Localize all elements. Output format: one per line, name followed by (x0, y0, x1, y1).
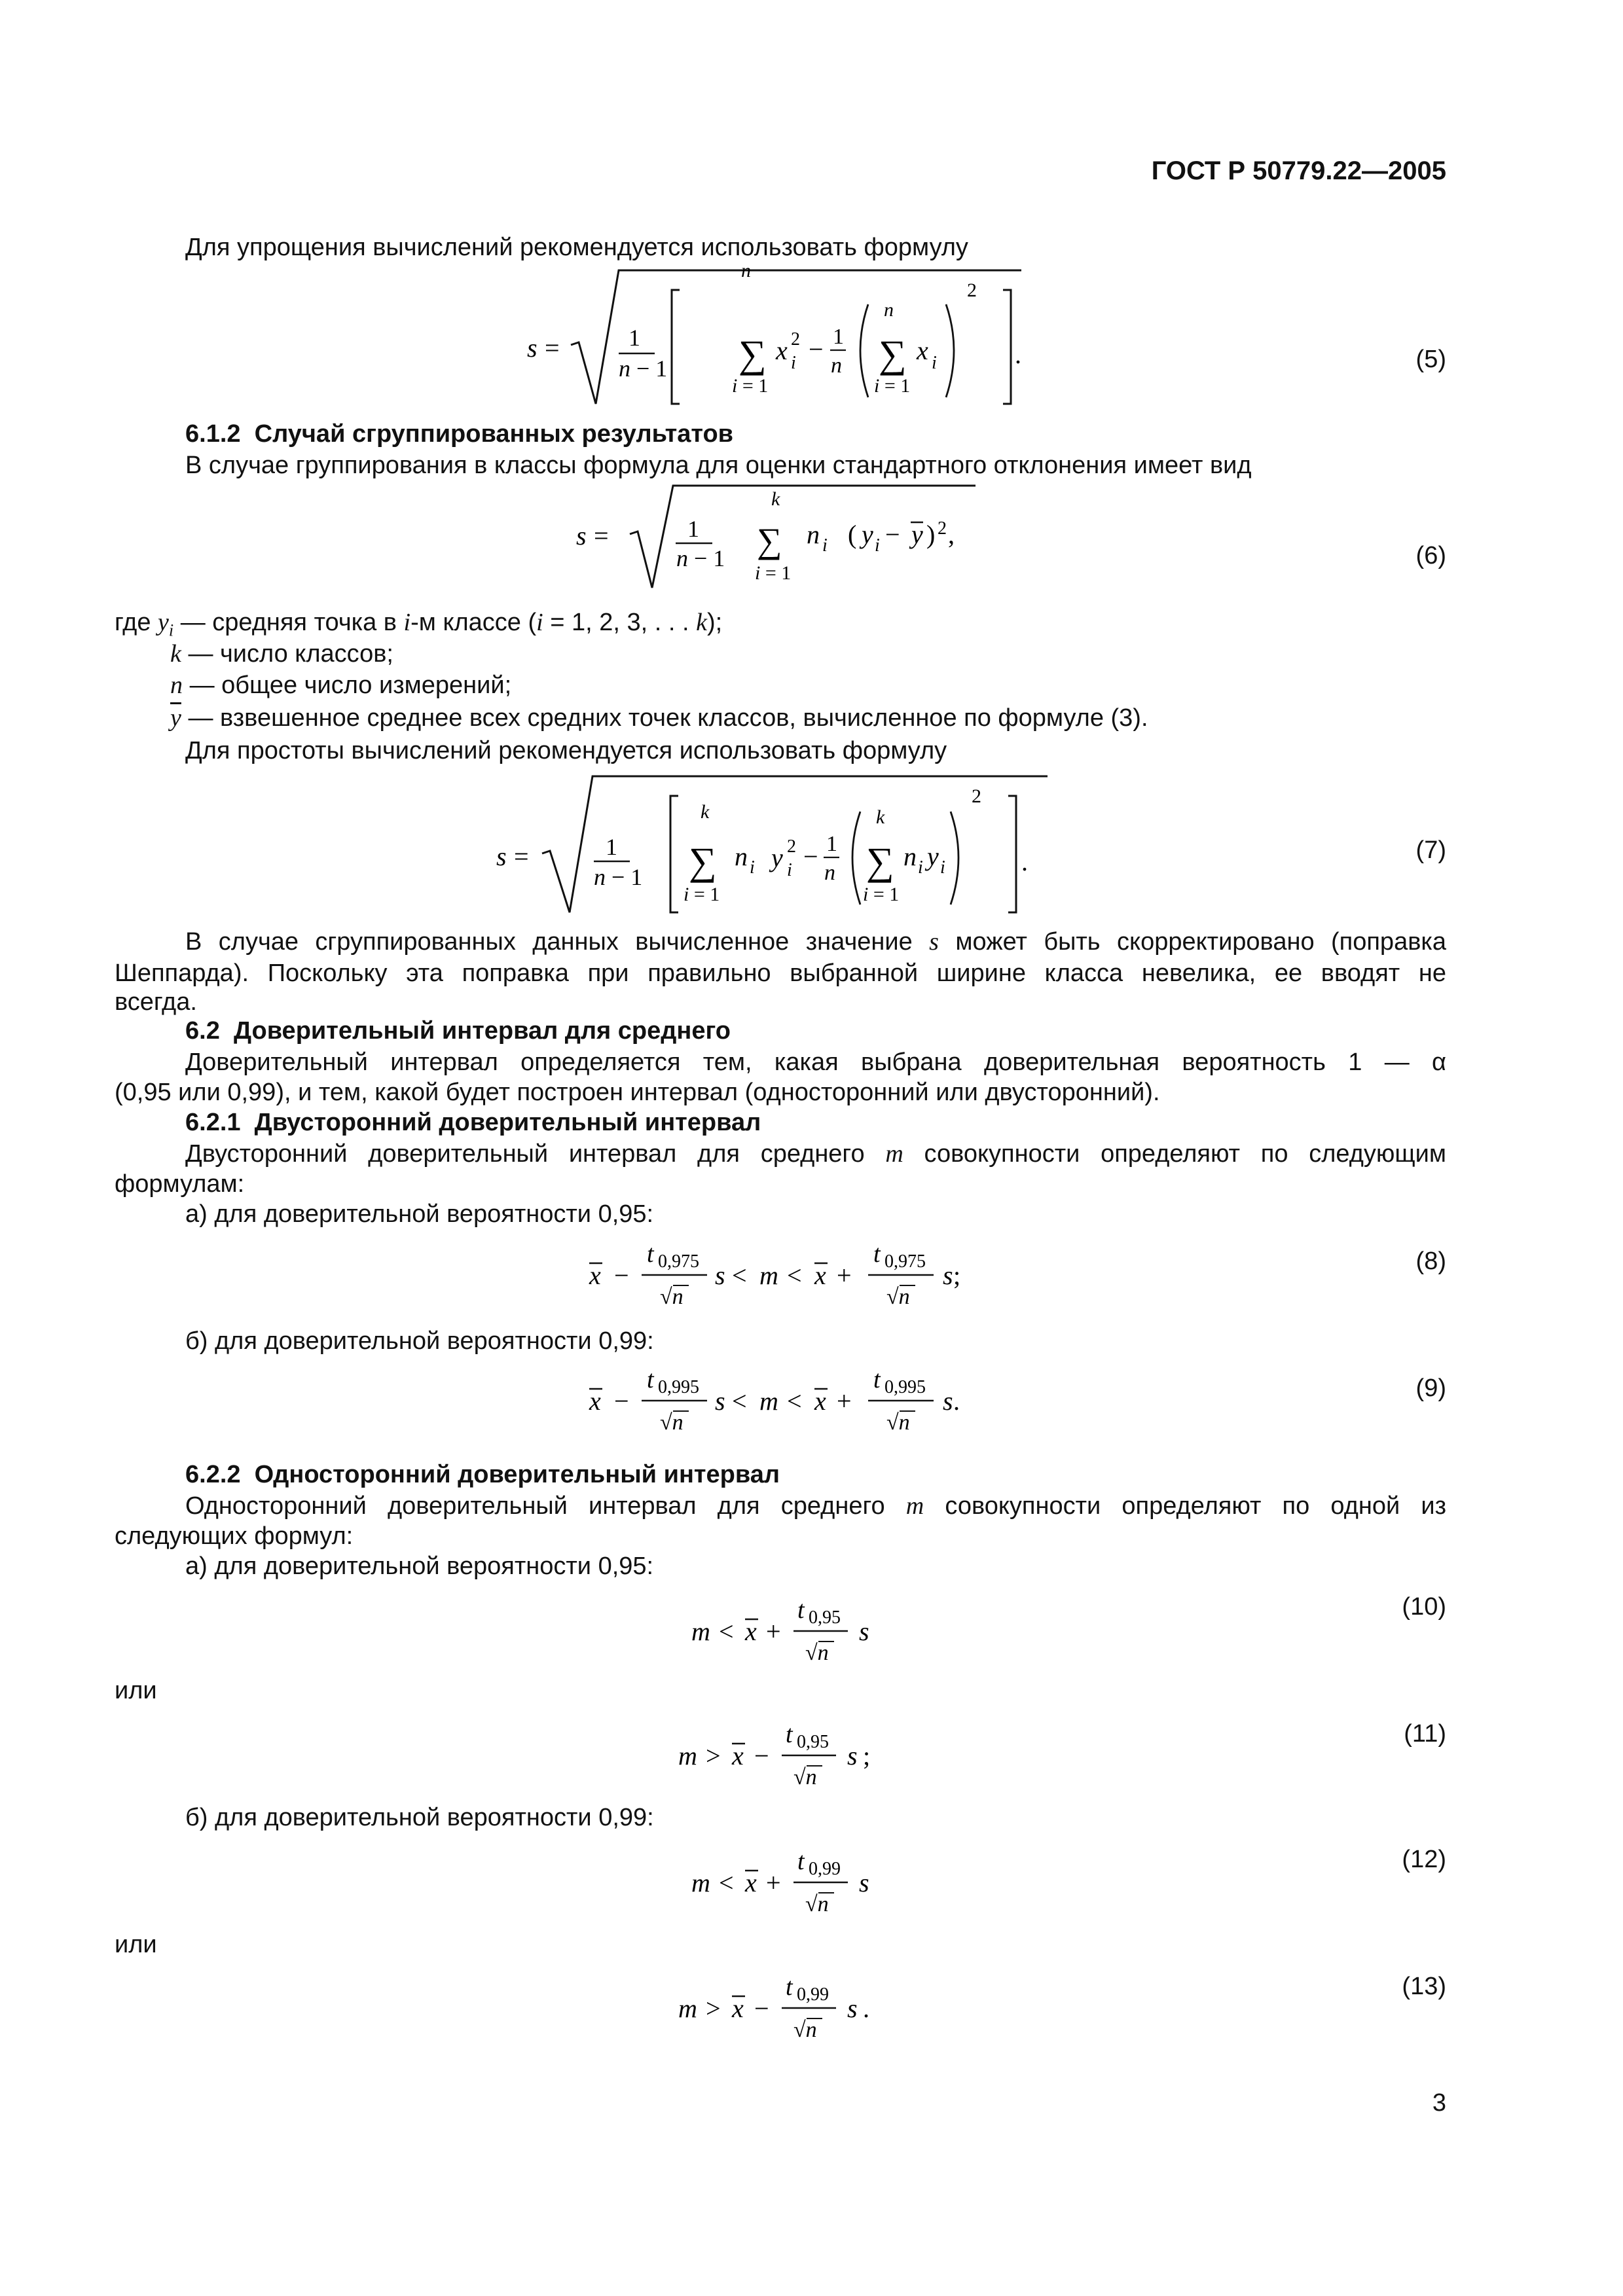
paragraph-6-2-line-2: (0,95 или 0,99), и тем, какой будет построен интервал (односторонний или двусторонний). (115, 1079, 1160, 1106)
svg-text:+: + (837, 1386, 852, 1416)
paragraph-6-2-1-line-2: формулам: (115, 1170, 245, 1198)
svg-text:=: = (514, 842, 529, 871)
equation-number-11: (11) (1404, 1720, 1446, 1748)
svg-text:<: < (732, 1386, 747, 1416)
equation-5 (511, 259, 1074, 416)
svg-text:t: t (786, 1721, 793, 1748)
p622-text-a: Односторонний доверительный интервал для среднего (185, 1492, 885, 1520)
svg-text:n: n (741, 260, 751, 281)
svg-text:x: x (814, 1261, 826, 1290)
svg-text:2: 2 (938, 518, 947, 539)
paragraph-6-2-line-1: Доверительный интервал определяется тем, какая выбрана доверительная вероятность 1 — α (185, 1049, 1446, 1076)
equation-number-6: (6) (1415, 542, 1446, 569)
svg-text:s: s (715, 1386, 725, 1416)
sheppard-text-a: В случае сгруппированных данных вычисленное значение (185, 928, 913, 956)
where-yi (115, 607, 722, 641)
equation-10 (681, 1584, 890, 1682)
equation-12 (681, 1835, 890, 1933)
svg-text:k: k (701, 801, 710, 823)
where-n-text: — общее число измерений; (189, 672, 512, 699)
paragraph-simplify-2: Для простоты вычислений рекомендуется использовать формулу (185, 737, 947, 764)
where-yi-text-2: -м классе ( (410, 609, 537, 636)
equation-number-9: (9) (1415, 1374, 1446, 1402)
section-heading-6-1-2 (185, 419, 733, 450)
symbol-k: k (170, 640, 181, 668)
list-item-a-1: а) для доверительной вероятности 0,95: (185, 1200, 654, 1228)
p621-text-b: совокупности определяют по следующим (924, 1140, 1446, 1168)
section-number: 6.2.2 (185, 1461, 241, 1488)
equation-9 (576, 1356, 995, 1454)
equation-number-13: (13) (1402, 1973, 1446, 2000)
svg-text:1: 1 (687, 516, 699, 542)
where-k-text: — число классов; (188, 640, 393, 668)
svg-text:>: > (706, 1994, 721, 2023)
section-heading-6-2-2 (185, 1460, 780, 1491)
svg-text:n − 1: n − 1 (619, 355, 668, 382)
paragraph-sheppard-line-1 (185, 927, 1446, 958)
svg-text:1: 1 (606, 834, 617, 860)
svg-text:=: = (545, 333, 560, 363)
svg-text:t: t (873, 1366, 881, 1393)
svg-text:∑: ∑ (689, 840, 717, 883)
svg-text:∑: ∑ (866, 840, 894, 883)
svg-text:s: s (943, 1386, 953, 1416)
svg-text:i: i (791, 353, 796, 373)
svg-text:<: < (732, 1261, 747, 1290)
equation-number-10: (10) (1402, 1593, 1446, 1621)
svg-text:.: . (1021, 847, 1028, 876)
svg-text:t: t (797, 1848, 805, 1875)
svg-text:n: n (831, 353, 842, 378)
svg-text:√n: √n (805, 1641, 829, 1665)
svg-text:<: < (719, 1617, 734, 1646)
svg-text:x: x (917, 336, 928, 365)
equation-number-7: (7) (1415, 836, 1446, 864)
svg-text:y: y (862, 520, 873, 549)
equation-6 (570, 478, 1028, 602)
svg-text:t: t (797, 1596, 805, 1624)
svg-text:m: m (759, 1261, 778, 1290)
svg-text:n: n (824, 861, 835, 885)
svg-text:∑: ∑ (739, 332, 767, 376)
svg-text:−: − (809, 334, 824, 364)
svg-text:√n: √n (805, 1892, 829, 1916)
symbol-n: n (170, 672, 183, 699)
svg-text:=: = (594, 521, 609, 550)
svg-text:s: s (847, 1741, 858, 1770)
svg-text:n: n (903, 842, 917, 871)
svg-text:√n: √n (793, 2018, 817, 2042)
svg-text:i = 1: i = 1 (755, 562, 792, 584)
where-yi-text-4: ); (707, 609, 723, 636)
svg-text:−: − (754, 1994, 769, 2023)
svg-text:s: s (859, 1868, 869, 1897)
svg-text:i = 1: i = 1 (732, 375, 769, 397)
where-ybar (170, 703, 1148, 734)
svg-text:+: + (766, 1868, 781, 1897)
text-or-1: или (115, 1677, 157, 1704)
svg-text:,: , (948, 520, 955, 549)
svg-text:2: 2 (787, 836, 796, 857)
section-title: Доверительный интервал для среднего (233, 1017, 731, 1045)
symbol-ybar: $\overline{y}$ (170, 704, 181, 732)
where-ybar-text: — взвешенное среднее всех средних точек классов, вычисленное по формуле (3). (188, 704, 1148, 732)
svg-text:0,99: 0,99 (797, 1984, 829, 2005)
svg-text:−: − (614, 1386, 629, 1416)
svg-text:n − 1: n − 1 (676, 545, 725, 571)
svg-text:+: + (837, 1261, 852, 1290)
paragraph-6-2-2-line-1 (185, 1491, 1446, 1522)
svg-text:2: 2 (972, 785, 981, 807)
svg-text:∑: ∑ (879, 332, 907, 376)
svg-text:√n: √n (793, 1765, 817, 1789)
symbol-i: i (403, 609, 411, 636)
symbol-s: s (929, 928, 939, 956)
svg-text:1: 1 (826, 832, 837, 856)
svg-text:y: y (911, 520, 923, 549)
svg-text:x: x (814, 1386, 826, 1416)
svg-text:;: ; (953, 1261, 961, 1290)
section-title: Двусторонний доверительный интервал (254, 1109, 761, 1136)
svg-text:<: < (787, 1261, 802, 1290)
svg-text:x: x (732, 1994, 744, 2023)
paragraph-simplify-1: Для упрощения вычислений рекомендуется использовать формулу (185, 234, 968, 261)
svg-text:t: t (873, 1240, 881, 1268)
svg-text:0,95: 0,95 (797, 1732, 829, 1752)
section-heading-6-2-1 (185, 1107, 761, 1139)
svg-text:√n: √n (660, 1410, 684, 1435)
paragraph-sheppard-line-3: всегда. (115, 988, 197, 1016)
symbol-i-2: i (536, 609, 543, 636)
svg-text:x: x (732, 1741, 744, 1770)
svg-text:n: n (735, 842, 748, 871)
where-lead: где (115, 609, 151, 636)
symbol-m: m (905, 1492, 924, 1520)
svg-text:∑: ∑ (757, 521, 782, 560)
list-item-b-2: б) для доверительной вероятности 0,99: (185, 1804, 654, 1831)
section-title: Односторонний доверительный интервал (254, 1461, 780, 1488)
svg-text:x: x (589, 1261, 601, 1290)
svg-text:+: + (766, 1617, 781, 1646)
svg-text:0,95: 0,95 (809, 1607, 841, 1628)
equation-number-8: (8) (1415, 1247, 1446, 1275)
list-item-b-1: б) для доверительной вероятности 0,99: (185, 1327, 654, 1355)
svg-text:t: t (647, 1366, 654, 1393)
svg-text:t: t (647, 1240, 654, 1268)
svg-text:s: s (847, 1994, 858, 2023)
svg-text:√n: √n (660, 1285, 684, 1309)
equation-number-12: (12) (1402, 1846, 1446, 1873)
svg-text:i: i (750, 857, 755, 878)
svg-text:0,975: 0,975 (884, 1251, 926, 1272)
where-yi-text-3: = 1, 2, 3, . . . (543, 609, 689, 636)
svg-text:i = 1: i = 1 (874, 375, 911, 397)
paragraph-grouped: В случае группирования в классы формула для оценки стандартного отклонения имеет вид (185, 452, 1252, 479)
paragraph-sheppard-line-2: Шеппарда). Поскольку эта поправка при правильно выбранной ширине класса невелика, ее вводят не (115, 960, 1446, 987)
svg-text:0,975: 0,975 (658, 1251, 699, 1272)
svg-text:s: s (859, 1617, 869, 1646)
svg-text:i: i (787, 860, 792, 880)
svg-text:s: s (715, 1261, 725, 1290)
svg-text:.: . (953, 1386, 960, 1416)
svg-text:<: < (719, 1868, 734, 1897)
equation-8 (576, 1230, 995, 1329)
sheppard-text-b: может быть скорректировано (поправка (955, 928, 1446, 956)
svg-text:i = 1: i = 1 (863, 884, 900, 905)
svg-text:1: 1 (833, 325, 844, 349)
svg-text:−: − (754, 1741, 769, 1770)
svg-text:n − 1: n − 1 (594, 864, 643, 890)
svg-text:−: − (885, 520, 900, 549)
section-title: Случай сгруппированных результатов (254, 420, 734, 448)
svg-text:s: s (943, 1261, 953, 1290)
svg-text:<: < (787, 1386, 802, 1416)
svg-text:m: m (678, 1741, 697, 1770)
section-number: 6.1.2 (185, 420, 241, 448)
svg-text:2: 2 (967, 279, 977, 301)
svg-text:−: − (803, 842, 818, 871)
svg-text:m: m (691, 1868, 710, 1897)
svg-text:n: n (884, 299, 894, 321)
svg-text:m: m (678, 1994, 697, 2023)
svg-text:k: k (876, 806, 885, 828)
section-heading-6-2 (185, 1016, 731, 1047)
svg-text:y: y (771, 843, 783, 872)
svg-text:√n: √n (886, 1410, 910, 1435)
where-n (170, 670, 511, 702)
svg-text:i: i (822, 535, 828, 556)
svg-text:x: x (589, 1386, 601, 1416)
svg-text:x: x (745, 1868, 757, 1897)
equation-number-5: (5) (1415, 346, 1446, 373)
svg-text:i = 1: i = 1 (684, 884, 720, 905)
paragraph-6-2-2-line-2: следующих формул: (115, 1522, 354, 1550)
svg-text:x: x (745, 1617, 757, 1646)
document-code: ГОСТ Р 50779.22—2005 (1151, 156, 1446, 185)
svg-text:i: i (940, 857, 945, 878)
svg-text:0,99: 0,99 (809, 1859, 841, 1879)
page-number: 3 (1432, 2089, 1446, 2117)
svg-text:s: s (496, 842, 507, 871)
svg-text:m: m (691, 1617, 710, 1646)
svg-text:y: y (927, 842, 939, 871)
symbol-yi: $y_i$ (158, 609, 174, 640)
svg-text:;: ; (863, 1741, 871, 1770)
where-yi-text: — средняя точка в (180, 609, 397, 636)
svg-text:0,995: 0,995 (658, 1377, 699, 1397)
svg-text:0,995: 0,995 (884, 1377, 926, 1397)
svg-text:i: i (932, 353, 937, 373)
list-item-a-2: а) для доверительной вероятности 0,95: (185, 1552, 654, 1580)
svg-text:.: . (1015, 340, 1021, 369)
equation-11 (668, 1708, 890, 1806)
symbol-m: m (885, 1140, 903, 1168)
svg-text:i: i (918, 857, 923, 878)
svg-text:(: ( (848, 520, 857, 549)
svg-text:i: i (875, 535, 880, 556)
svg-text:−: − (614, 1261, 629, 1290)
section-number: 6.2.1 (185, 1109, 241, 1136)
section-number: 6.2 (185, 1017, 220, 1045)
text-or-2: или (115, 1931, 157, 1958)
where-k (170, 639, 393, 670)
p621-text-a: Двусторонний доверительный интервал для среднего (185, 1140, 865, 1168)
svg-text:n: n (807, 520, 820, 549)
svg-text:m: m (759, 1386, 778, 1416)
svg-text:.: . (863, 1994, 869, 2023)
p622-text-b: совокупности определяют по одной из (945, 1492, 1447, 1520)
svg-text:s: s (576, 521, 587, 550)
svg-text:): ) (926, 520, 936, 549)
svg-text:t: t (786, 1973, 793, 2001)
svg-text:>: > (706, 1741, 721, 1770)
equation-13 (668, 1961, 890, 2059)
svg-text:√n: √n (886, 1285, 910, 1309)
svg-text:1: 1 (629, 325, 640, 351)
svg-text:k: k (771, 488, 780, 510)
paragraph-6-2-1-line-1 (185, 1139, 1446, 1170)
svg-text:2: 2 (791, 329, 800, 350)
svg-text:x: x (776, 336, 788, 365)
equation-7 (484, 766, 1074, 923)
svg-text:s: s (527, 333, 538, 363)
symbol-k-inline: k (696, 609, 707, 636)
